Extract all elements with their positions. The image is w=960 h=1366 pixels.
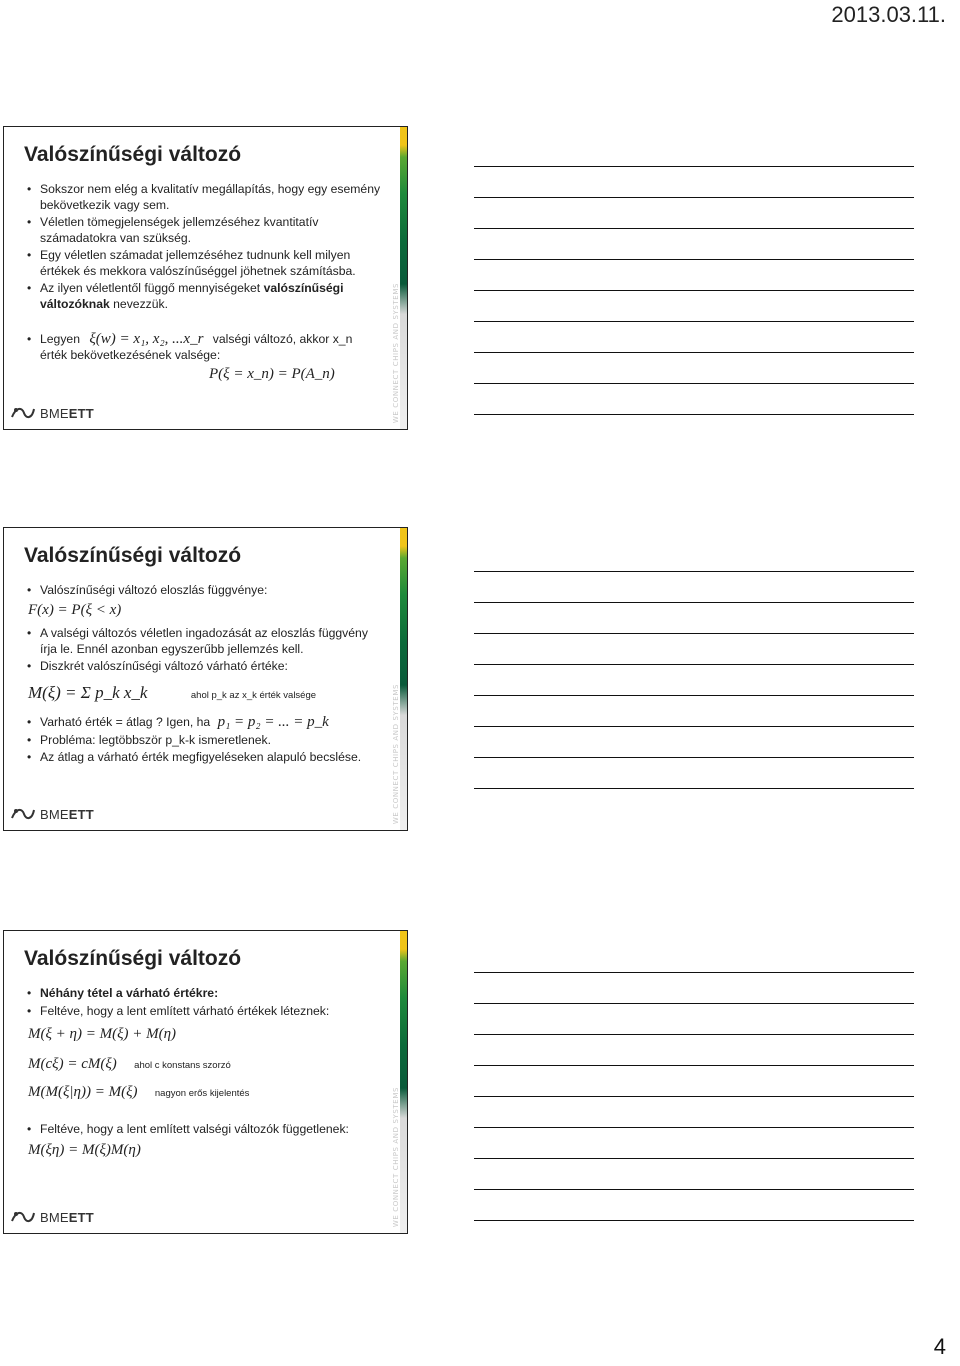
note-line [474, 1127, 914, 1128]
distribution-formula: F(x) = P(ξ < x) [28, 601, 122, 618]
independence-formula: M(ξη) = M(ξ)M(η) [28, 1142, 141, 1158]
scaling-formula: M(cξ) = cM(ξ) [28, 1055, 117, 1072]
note-line [474, 1003, 914, 1004]
logo-icon [10, 806, 36, 822]
note-line [474, 972, 914, 973]
logo-text: BMEETT [40, 806, 94, 822]
bullet-text: Az ilyen véletlentől függő mennyiségeket [40, 281, 264, 295]
slide-color-strip [400, 931, 407, 1233]
note-lines-3 [474, 972, 914, 1251]
side-text: WE CONNECT CHIPS AND SYSTEMS [392, 683, 400, 824]
bullet-text: Néhány tétel a várható értékre: [40, 986, 219, 1000]
probability-formula: P(ξ = x_n) = P(A_n) [209, 366, 335, 382]
let-prefix: Legyen [40, 332, 80, 346]
bullet: • Probléma: legtöbbször p_k-k ismeretlenek. [24, 733, 381, 749]
bullet: • Feltéve, hogy a lent említett valségi változók függetlenek: [24, 1122, 381, 1138]
tower-row [28, 1085, 381, 1102]
slide-color-strip [400, 528, 407, 830]
scaling-row [28, 1057, 381, 1074]
bullet: • Egy véletlen számadat jellemzéséhez tudnunk kell milyen értékek és mekkora valószínűséggel jöhetnek számításba. [24, 248, 381, 279]
note-line [474, 664, 914, 665]
tower-formula: M(M(ξ|η)) = M(ξ) [28, 1084, 138, 1100]
bullet: • Véletlen tömegjelenségek jellemzéséhez kvantitatív számadatokra van szükség. [24, 215, 381, 246]
note-line [474, 166, 914, 167]
note-line [474, 414, 914, 415]
let-suffix: valségi változó, akkor x_n érték bekövetkezésének valsége: [40, 332, 353, 362]
slide-color-strip [400, 127, 407, 429]
bmeett-logo [10, 405, 94, 421]
note-line [474, 259, 914, 260]
note-line [474, 352, 914, 353]
slide-title: Valószínűségi változó [24, 947, 242, 970]
logo-icon [10, 405, 36, 421]
note-lines-2 [474, 571, 914, 819]
bullet: • Valószínűségi változó eloszlás függvénye: [24, 583, 381, 599]
bold-term: valószínűségi változóknak [40, 281, 344, 311]
logo-text: BMEETT [40, 405, 94, 421]
note-line [474, 633, 914, 634]
note-line [474, 1096, 914, 1097]
note-line [474, 1065, 914, 1066]
bullet: • Sokszor nem elég a kvalitatív megállapítás, hogy egy esemény bekövetkezik vagy sem. [24, 182, 381, 213]
bullet-text: Varható érték = átlag ? Igen, ha [40, 715, 211, 729]
bullet [24, 715, 381, 731]
logo-icon [10, 1209, 36, 1225]
note-line [474, 695, 914, 696]
bullet: • A valségi változós véletlen ingadozását az eloszlás függvény írja le. Ennél azonban egyszerűbb jellemzés kell. [24, 626, 381, 657]
slide-2 [3, 527, 408, 831]
bmeett-logo [10, 1209, 94, 1225]
slide-title: Valószínűségi változó [24, 143, 242, 166]
formula-note: nagyon erős kijelentés [154, 1088, 250, 1099]
note-line [474, 571, 914, 572]
slide-content [24, 182, 381, 383]
note-line [474, 788, 914, 789]
page-number: 4 [933, 1334, 946, 1359]
note-line [474, 1220, 914, 1221]
formula-note: ahol p_k az x_k érték valsége [190, 689, 317, 701]
bullet-text: nevezzük. [109, 296, 169, 311]
slide-content [24, 986, 381, 1159]
note-line [474, 290, 914, 291]
note-line [474, 383, 914, 384]
note-line [474, 228, 914, 229]
note-line [474, 1158, 914, 1159]
formula-note: ahol c konstans szorzó [134, 1059, 231, 1071]
let-formula: ξ(w) = x₁, x₂, ...x_r [89, 331, 204, 347]
note-line [474, 197, 914, 198]
side-text: WE CONNECT CHIPS AND SYSTEMS [392, 1086, 400, 1227]
bullet: • Diszkrét valószínűségi változó várható értéke: [24, 659, 381, 675]
note-line [474, 321, 914, 322]
note-line [474, 1189, 914, 1190]
expected-value-row [28, 682, 381, 704]
slide-title: Valószínűségi változó [24, 544, 242, 567]
note-line [474, 602, 914, 603]
slide-1 [3, 126, 408, 430]
side-text: WE CONNECT CHIPS AND SYSTEMS [392, 282, 400, 423]
logo-text: BMEETT [40, 1209, 94, 1225]
note-line [474, 726, 914, 727]
slide-3 [3, 930, 408, 1234]
bullet: • Feltéve, hogy a lent említett várható értékek léteznek: [24, 1004, 381, 1020]
header-date: 2013.03.11. [831, 2, 946, 27]
linearity-formula: M(ξ + η) = M(ξ) + M(η) [28, 1026, 177, 1042]
note-lines-1 [474, 166, 914, 445]
note-line [474, 1034, 914, 1035]
bullet [24, 281, 381, 312]
equal-probability-formula: p₁ = p₂ = ... = p_k [217, 714, 329, 730]
bullet [24, 332, 381, 363]
expected-value-formula: M(ξ) = Σ p_k x_k [28, 682, 148, 702]
bmeett-logo [10, 806, 94, 822]
bullet: • Az átlag a várható érték megfigyeléseken alapuló becslése. [24, 750, 381, 766]
note-line [474, 757, 914, 758]
bullet [24, 986, 381, 1002]
slide-content [24, 583, 381, 768]
